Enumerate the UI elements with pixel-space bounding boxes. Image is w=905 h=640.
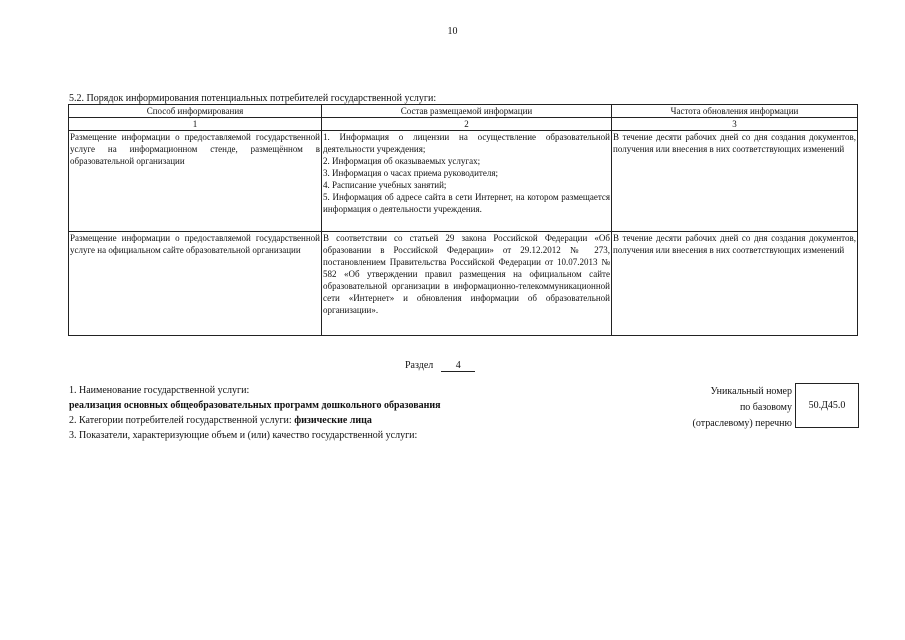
unique-number-line: (отраслевому) перечню [692,418,792,429]
section-number: 4 [441,360,475,372]
unique-number-label [693,384,792,432]
unique-number-line: Уникальный номер [710,386,792,397]
section-label: Раздел [405,360,434,371]
unique-number-code: 50.Д45.0 [795,383,859,428]
service-name-label: 1. Наименование государственной услуги: [69,385,250,396]
method-cell: Размещение информации о предоставляемой государственной услуге на официальном сайте образовательной организации [69,232,322,336]
table-row [69,232,858,336]
table-row [69,131,858,232]
section-title: 5.2. Порядок информирования потенциальных потребителей государственной услуги: [69,93,437,104]
method-cell: Размещение информации о предоставляемой государственной услуге на информационном стенде, размещённом в образовательной организации [69,131,322,232]
column-number: 1 [69,118,322,131]
service-name-value: реализация основных общеобразовательных программ дошкольного образования [69,400,441,411]
content-cell: 1. Информация о лицензии на осуществление образовательной деятельности учреждения; 2. Информация об оказываемых услугах; 3. Информация о часах приема руководителя; 4. Расписание учебных занятий; 5. Информация об адресе сайта в сети Интернет, на котором размещается информация о деятельности учреждения. [322,131,612,232]
column-header-method: Способ информирования [69,105,322,118]
page-number: 10 [447,26,458,37]
content-cell: В соответствии со статьей 29 закона Российской Федерации «Об образовании в Российской Федерации» от 29.12.2012 № 273, постановлением Правительства Российской Федерации от 10.07.2013 № 582 «Об утверждении правил размещения на официальном сайте образовательной организации в информационно-телекоммуникационной сети «Интернет» и обновления информации об образовательной организации». [322,232,612,336]
frequency-cell: В течение десяти рабочих дней со дня создания документов, получения или внесения в них соответствующих изменений [612,232,858,336]
consumer-category-value: физические лица [294,415,372,426]
table-header-row [69,105,858,118]
informing-table [68,104,858,336]
column-header-content: Состав размещаемой информации [322,105,612,118]
consumer-category [69,415,372,426]
column-number: 2 [322,118,612,131]
column-numbers-row [69,118,858,131]
consumer-category-label: 2. Категории потребителей государственной услуги: [69,415,292,426]
section-heading [405,360,475,372]
indicators-label: 3. Показатели, характеризующие объем и (или) качество государственной услуги: [69,430,418,441]
column-header-frequency: Частота обновления информации [612,105,858,118]
unique-number-line: по базовому [739,402,792,413]
column-number: 3 [612,118,858,131]
frequency-cell: В течение десяти рабочих дней со дня создания документов, получения или внесения в них соответствующих изменений [612,131,858,232]
